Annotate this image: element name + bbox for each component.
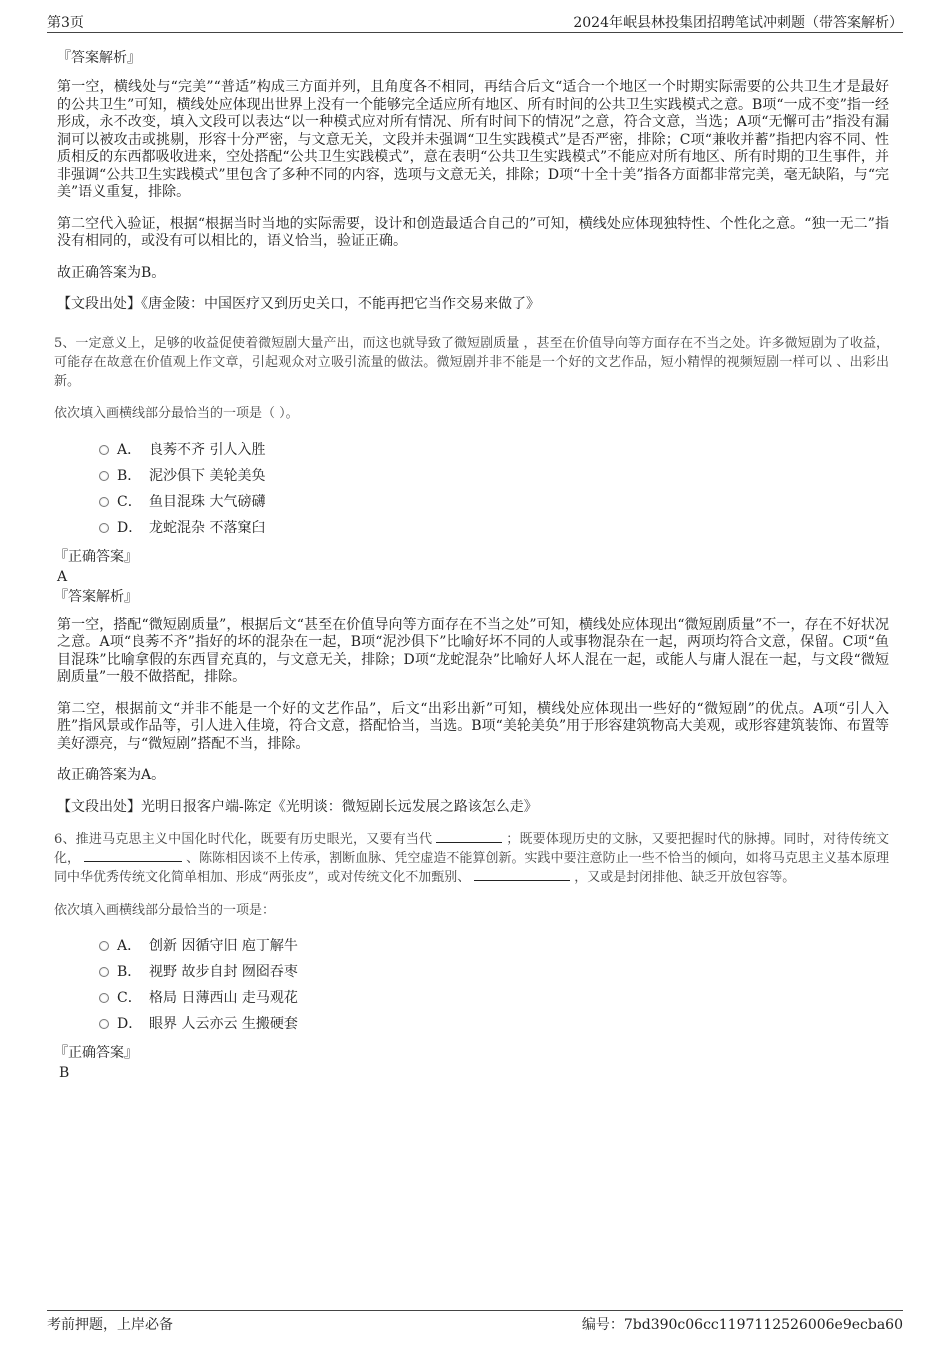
radio-icon[interactable] <box>99 1019 109 1029</box>
q5-prompt: 依次填入画横线部分最恰当的一项是（ ）。 <box>54 405 299 421</box>
radio-icon[interactable] <box>99 941 109 951</box>
q6-prompt: 依次填入画横线部分最恰当的一项是： <box>54 903 276 918</box>
page-number: 第3页 <box>47 15 84 31</box>
q4-analysis-paragraph-1: 第一空，横线处与“完美”“普适”构成三方面并列，且角度各不相同，再结合后文“适合一个地区一个时期实际需要的公共卫生才是最好的公共卫生”可知，横线处应体现出世界上没有一个能够完全适应所有地区、所有时间的公共卫生实践模式之意。B项“一成不变”指一经形成，永不改变，填入文段可以表达“以一种模式应对所有情况、所有时间下的情况”之意，符合文意，当选；A项“无懈可击”指没有漏洞可以被攻击或挑剔，形容十分严密，与文意无关，文段并未强调“卫生实践模式”是否严密，排除；C项“兼收并蓄”指把内容不同、性质相反的东西都吸收进来，空处搭配“公共卫生实践模式”，意在表明“公共卫生实践模式”不能应对所有地区、所有时期的卫生事件，并非强调“公共卫生实践模式”里包含了多种不同的内容，选项与文意无关，排除；D项“十全十美”指各方面都非常完美，毫无缺陷，与“完美”语义重复，排除。 <box>57 79 889 200</box>
q6-option-d[interactable]: D． 眼界 人云亦云 生搬硬套 <box>99 1011 889 1037</box>
q6-option-c[interactable]: C． 格局 日薄西山 走马观花 <box>99 985 889 1011</box>
q5-option-c[interactable]: C． 鱼目混珠 大气磅礴 <box>99 489 889 515</box>
document-title: 2024年岷县林投集团招聘笔试冲刺题（带答案解析） <box>573 15 903 31</box>
radio-icon[interactable] <box>99 967 109 977</box>
q6-answer-label: 『正确答案』 <box>54 1045 138 1061</box>
radio-icon[interactable] <box>99 993 109 1003</box>
q4-source: 【文段出处】《唐金陵：中国医疗又到历史关口，不能再把它当作交易来做了》 <box>57 296 540 312</box>
q5-conclusion: 故正确答案为A。 <box>57 767 166 783</box>
footer-slogan: 考前押题，上岸必备 <box>47 1317 173 1333</box>
q4-analysis-label: 『答案解析』 <box>57 50 141 66</box>
q5-options <box>57 437 889 541</box>
q4-conclusion: 故正确答案为B。 <box>57 264 166 281</box>
q5-option-b[interactable]: B． 泥沙俱下 美轮美奂 <box>99 463 889 489</box>
q5-option-d[interactable]: D． 龙蛇混杂 不落窠臼 <box>99 515 889 541</box>
q5-answer: A <box>57 568 68 585</box>
radio-icon[interactable] <box>99 445 109 455</box>
blank-2 <box>84 849 182 862</box>
page-footer <box>47 1310 903 1334</box>
blank-1 <box>436 830 502 843</box>
q5-stem: 5、一定意义上，足够的收益促使着微短剧大量产出，而这也就导致了微短剧质量 ，甚至在价值导向等方面存在不当之处。许多微短剧为了收益，可能存在故意在价值观上作文章，引起观众对立吸引流量的做法。微短剧并非不能是一个好的文艺作品，短小精悍的视频短剧一样可以 、出彩出新。 <box>54 335 889 389</box>
q5-analysis-label: 『答案解析』 <box>54 588 138 605</box>
blank-3 <box>474 868 570 881</box>
q5-analysis-paragraph-1: 第一空，搭配“微短剧质量”，根据后文“甚至在价值导向等方面存在不当之处”可知，横线处应体现出“微短剧质量”不一，存在不好状况之意。A项“良莠不齐”指好的坏的混杂在一起，B项“泥沙俱下”比喻好坏不同的人或事物混杂在一起，两项均符合文意，保留。C项“鱼目混珠”比喻拿假的东西冒充真的，与文意无关，排除；D项“龙蛇混杂”比喻好人坏人混在一起，或能人与庸人混在一起，与文段“微短剧质量”一般不做搭配，排除。 <box>57 616 889 685</box>
q5-option-a[interactable]: A． 良莠不齐 引人入胜 <box>99 437 889 463</box>
q5-source: 【文段出处】光明日报客户端-陈定《光明谈：微短剧长远发展之路该怎么走》 <box>57 798 538 815</box>
q6-answer: B <box>59 1065 70 1081</box>
radio-icon[interactable] <box>99 523 109 533</box>
q6-option-b[interactable]: B． 视野 故步自封 囫囵吞枣 <box>99 959 889 985</box>
radio-icon[interactable] <box>99 471 109 481</box>
q6-stem: 6、推进马克思主义中国化时代化，既要有历史眼光，又要有当代 ；既要体现历史的文脉，又要把握时代的脉搏。同时，对待传统文化， 、陈陈相因谈不上传承，割断血脉、凭空虚造不能算创新。实践中要注意防止一些不恰当的倾向，如将马克思主义基本原理同中华优秀传统文化简单相加、形成“两张皮”，或对传统文化不加甄别、 ，又或是封闭排他、缺乏开放包容等。 <box>54 832 889 885</box>
q4-analysis-paragraph-2: 第二空代入验证，根据“根据当时当地的实际需要，设计和创造最适合自己的”可知，横线处应体现独特性、个性化之意。“独一无二”指没有相同的，或没有可以相比的，语义恰当，验证正确。 <box>57 215 889 249</box>
radio-icon[interactable] <box>99 497 109 507</box>
q6-option-a[interactable]: A． 创新 因循守旧 庖丁解牛 <box>99 933 889 959</box>
page-header <box>47 12 903 33</box>
q5-answer-label: 『正确答案』 <box>54 548 138 565</box>
q5-analysis-paragraph-2: 第二空，根据前文“并非不能是一个好的文艺作品”，后文“出彩出新”可知，横线处应体现出一些好的“微短剧”的优点。A项“引人入胜”指风景或作品等，引人进入佳境，符合文意，搭配恰当，当选。B项“美轮美奂”用于形容建筑物高大美观，或形容建筑装饰、布置等美好漂亮，与“微短剧”搭配不当，排除。 <box>57 700 889 752</box>
document-code: 编号：7bd390c06cc1197112526006e9ecba60 <box>581 1317 903 1333</box>
q6-options <box>57 933 889 1037</box>
main-content <box>54 48 889 1083</box>
